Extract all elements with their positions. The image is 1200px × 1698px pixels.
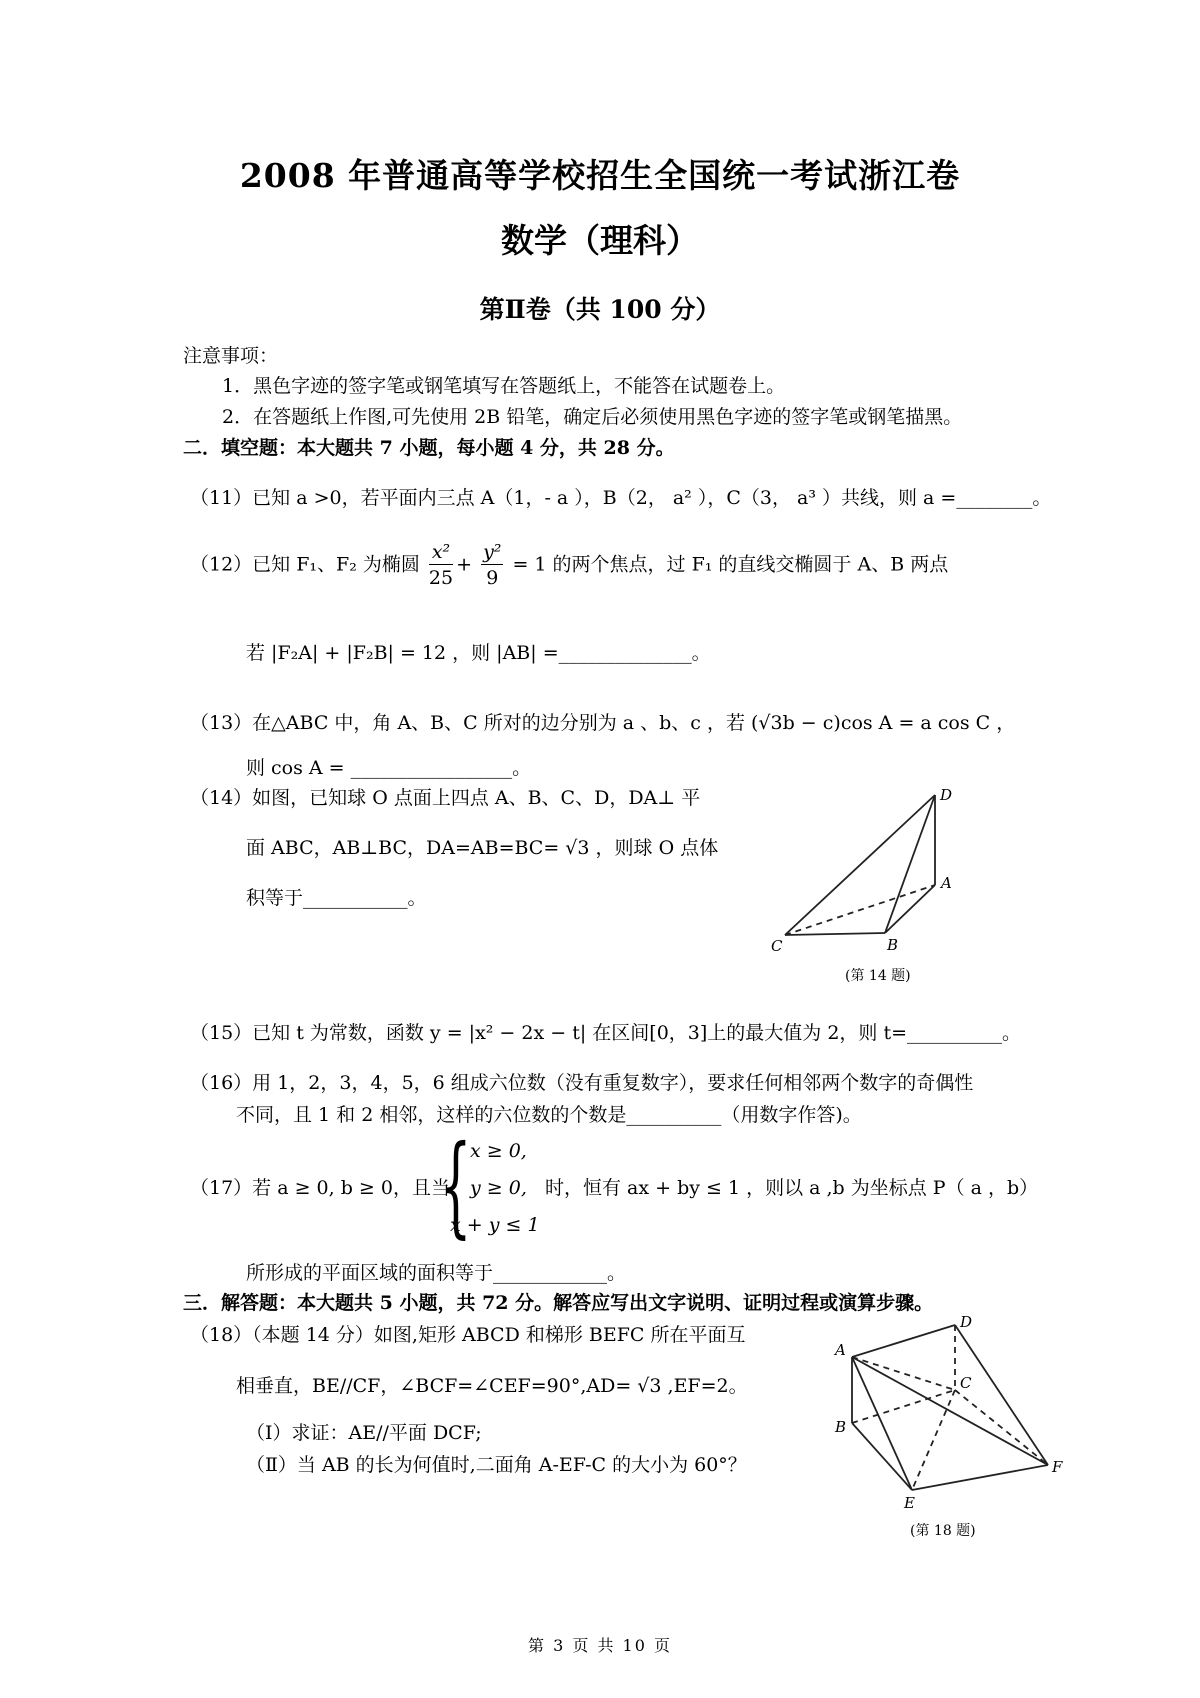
page-footer: 第 3 页 共 10 页 [528,1636,672,1655]
q17-sys-3: x + y ≤ 1 [450,1214,540,1236]
q18-text-a: （18）（本题 14 分）如图,矩形 ABCD 和梯形 BEFC 所在平面互 [190,1324,746,1346]
q17-sys-2: y ≥ 0, [470,1177,527,1199]
q18-text-b: 相垂直，BE//CF，∠BCF=∠CEF=90°,AD= √3 ,EF=2。 [236,1375,748,1397]
part2-heading: 二．填空题：本大题共 7 小题，每小题 4 分，共 28 分。 [183,437,675,459]
fig14-label-c: C [771,937,783,955]
fig18-label-a: A [835,1341,846,1359]
q17-text-b: 时，恒有 ax + by ≤ 1 ，则以 a ,b 为坐标点 P（ a ，b） [545,1177,1039,1199]
q12-frac1-den: 25 [428,567,454,589]
fig18-label-e: E [904,1494,915,1512]
fig14-lines [785,795,935,935]
fig18-label-f: F [1052,1458,1063,1476]
notes-heading: 注意事项： [183,345,279,367]
fig18-label-b: B [835,1418,847,1436]
fig14-caption: (第 14 题) [845,968,911,984]
q17-brace: { [440,1121,472,1249]
q17-text-a: （17）若 a ≥ 0, b ≥ 0，且当 [190,1177,450,1199]
q16-text-a: （16）用 1，2，3，4，5，6 组成六位数（没有重复数字），要求任何相邻两个数字的奇偶性 [190,1072,974,1094]
q13-text-b: 则 cos A = _________________。 [246,757,532,779]
q16-text-b: 不同，且 1 和 2 相邻，这样的六位数的个数是__________（用数字作答)。 [236,1104,862,1126]
q12-frac2-den: 9 [486,567,499,589]
q17-text-c: 所形成的平面区域的面积等于____________。 [246,1262,627,1284]
question-11: （11）已知 a >0，若平面内三点 A（1，- a ），B（2， a² ），C（3， a³ ）共线，则 a =________。 [190,487,1052,509]
fig18-label-d: D [960,1315,973,1331]
section-title: 第Ⅱ卷（共 100 分） [479,295,721,324]
notes-item-2: 2．在答题纸上作图,可先使用 2B 铅笔，确定后必须使用黑色字迹的签字笔或钢笔描黑。 [222,406,963,428]
q14-text-a: （14）如图，已知球 O 点面上四点 A、B、C、D，DA⊥ 平 [190,787,701,809]
q12-text-a: （12）已知 F₁、F₂ 为椭圆 [190,553,420,576]
question-15: （15）已知 t 为常数，函数 y = |x² − 2x − t| 在区间[0，3]上的最大值为 2，则 t=__________。 [190,1022,1022,1044]
fig18-label-c: C [960,1374,972,1392]
figure-18 [830,1315,1075,1540]
fig14-label-d: D [940,786,953,804]
q14-text-c: 积等于___________。 [246,887,427,909]
q14-text-b: 面 ABC，AB⊥BC，DA=AB=BC= √3 ，则球 O 点体 [246,837,719,859]
notes-item-1: 1．黑色字迹的签字笔或钢笔填写在答题纸上，不能答在试题卷上。 [222,375,786,397]
question-12: （12）已知 F₁、F₂ 为椭圆 $\frac{\text{x²}}{25}$ + $\frac{\text{y²}}{9}$ = 1 的两个焦点，过 F₁ 的直线交椭圆于 A、B 两点 [190,541,949,589]
figure-14 [765,785,975,985]
q12-text-b: = 1 的两个焦点，过 F₁ 的直线交椭圆于 A、B 两点 [512,553,949,576]
q18-text-c: （Ⅰ）求证：AE//平面 DCF; [246,1422,482,1444]
q12-fraction-y [481,540,503,591]
exam-title: 2008 年普通高等学校招生全国统一考试浙江卷 [239,156,961,195]
q18-text-d: （Ⅱ）当 AB 的长为何值时,二面角 A-EF-C 的大小为 60°？ [246,1454,747,1476]
fig18-caption: (第 18 题) [910,1523,976,1539]
part3-heading: 三．解答题：本大题共 5 小题，共 72 分。解答应写出文字说明、证明过程或演算步骤。 [183,1292,934,1314]
q12-fraction-x [429,540,453,591]
subject-title: 数学（理科） [501,221,699,260]
q13-text-a: （13）在△ABC 中，角 A、B、C 所对的边分别为 a 、b、c ，若 (√3b − c)cos A = a cos C ， [190,712,1016,734]
fig14-label-b: B [887,936,899,954]
fig18-lines [852,1325,1048,1490]
q12-frac2-num: y² [483,541,502,563]
q17-sys-1: x ≥ 0, [470,1140,527,1162]
q12-frac1-num: x² [429,540,453,565]
fig14-label-a: A [941,874,952,892]
q12-text-c: 若 |F₂A| + |F₂B| = 12 ，则 |AB| =______________。 [246,642,711,664]
